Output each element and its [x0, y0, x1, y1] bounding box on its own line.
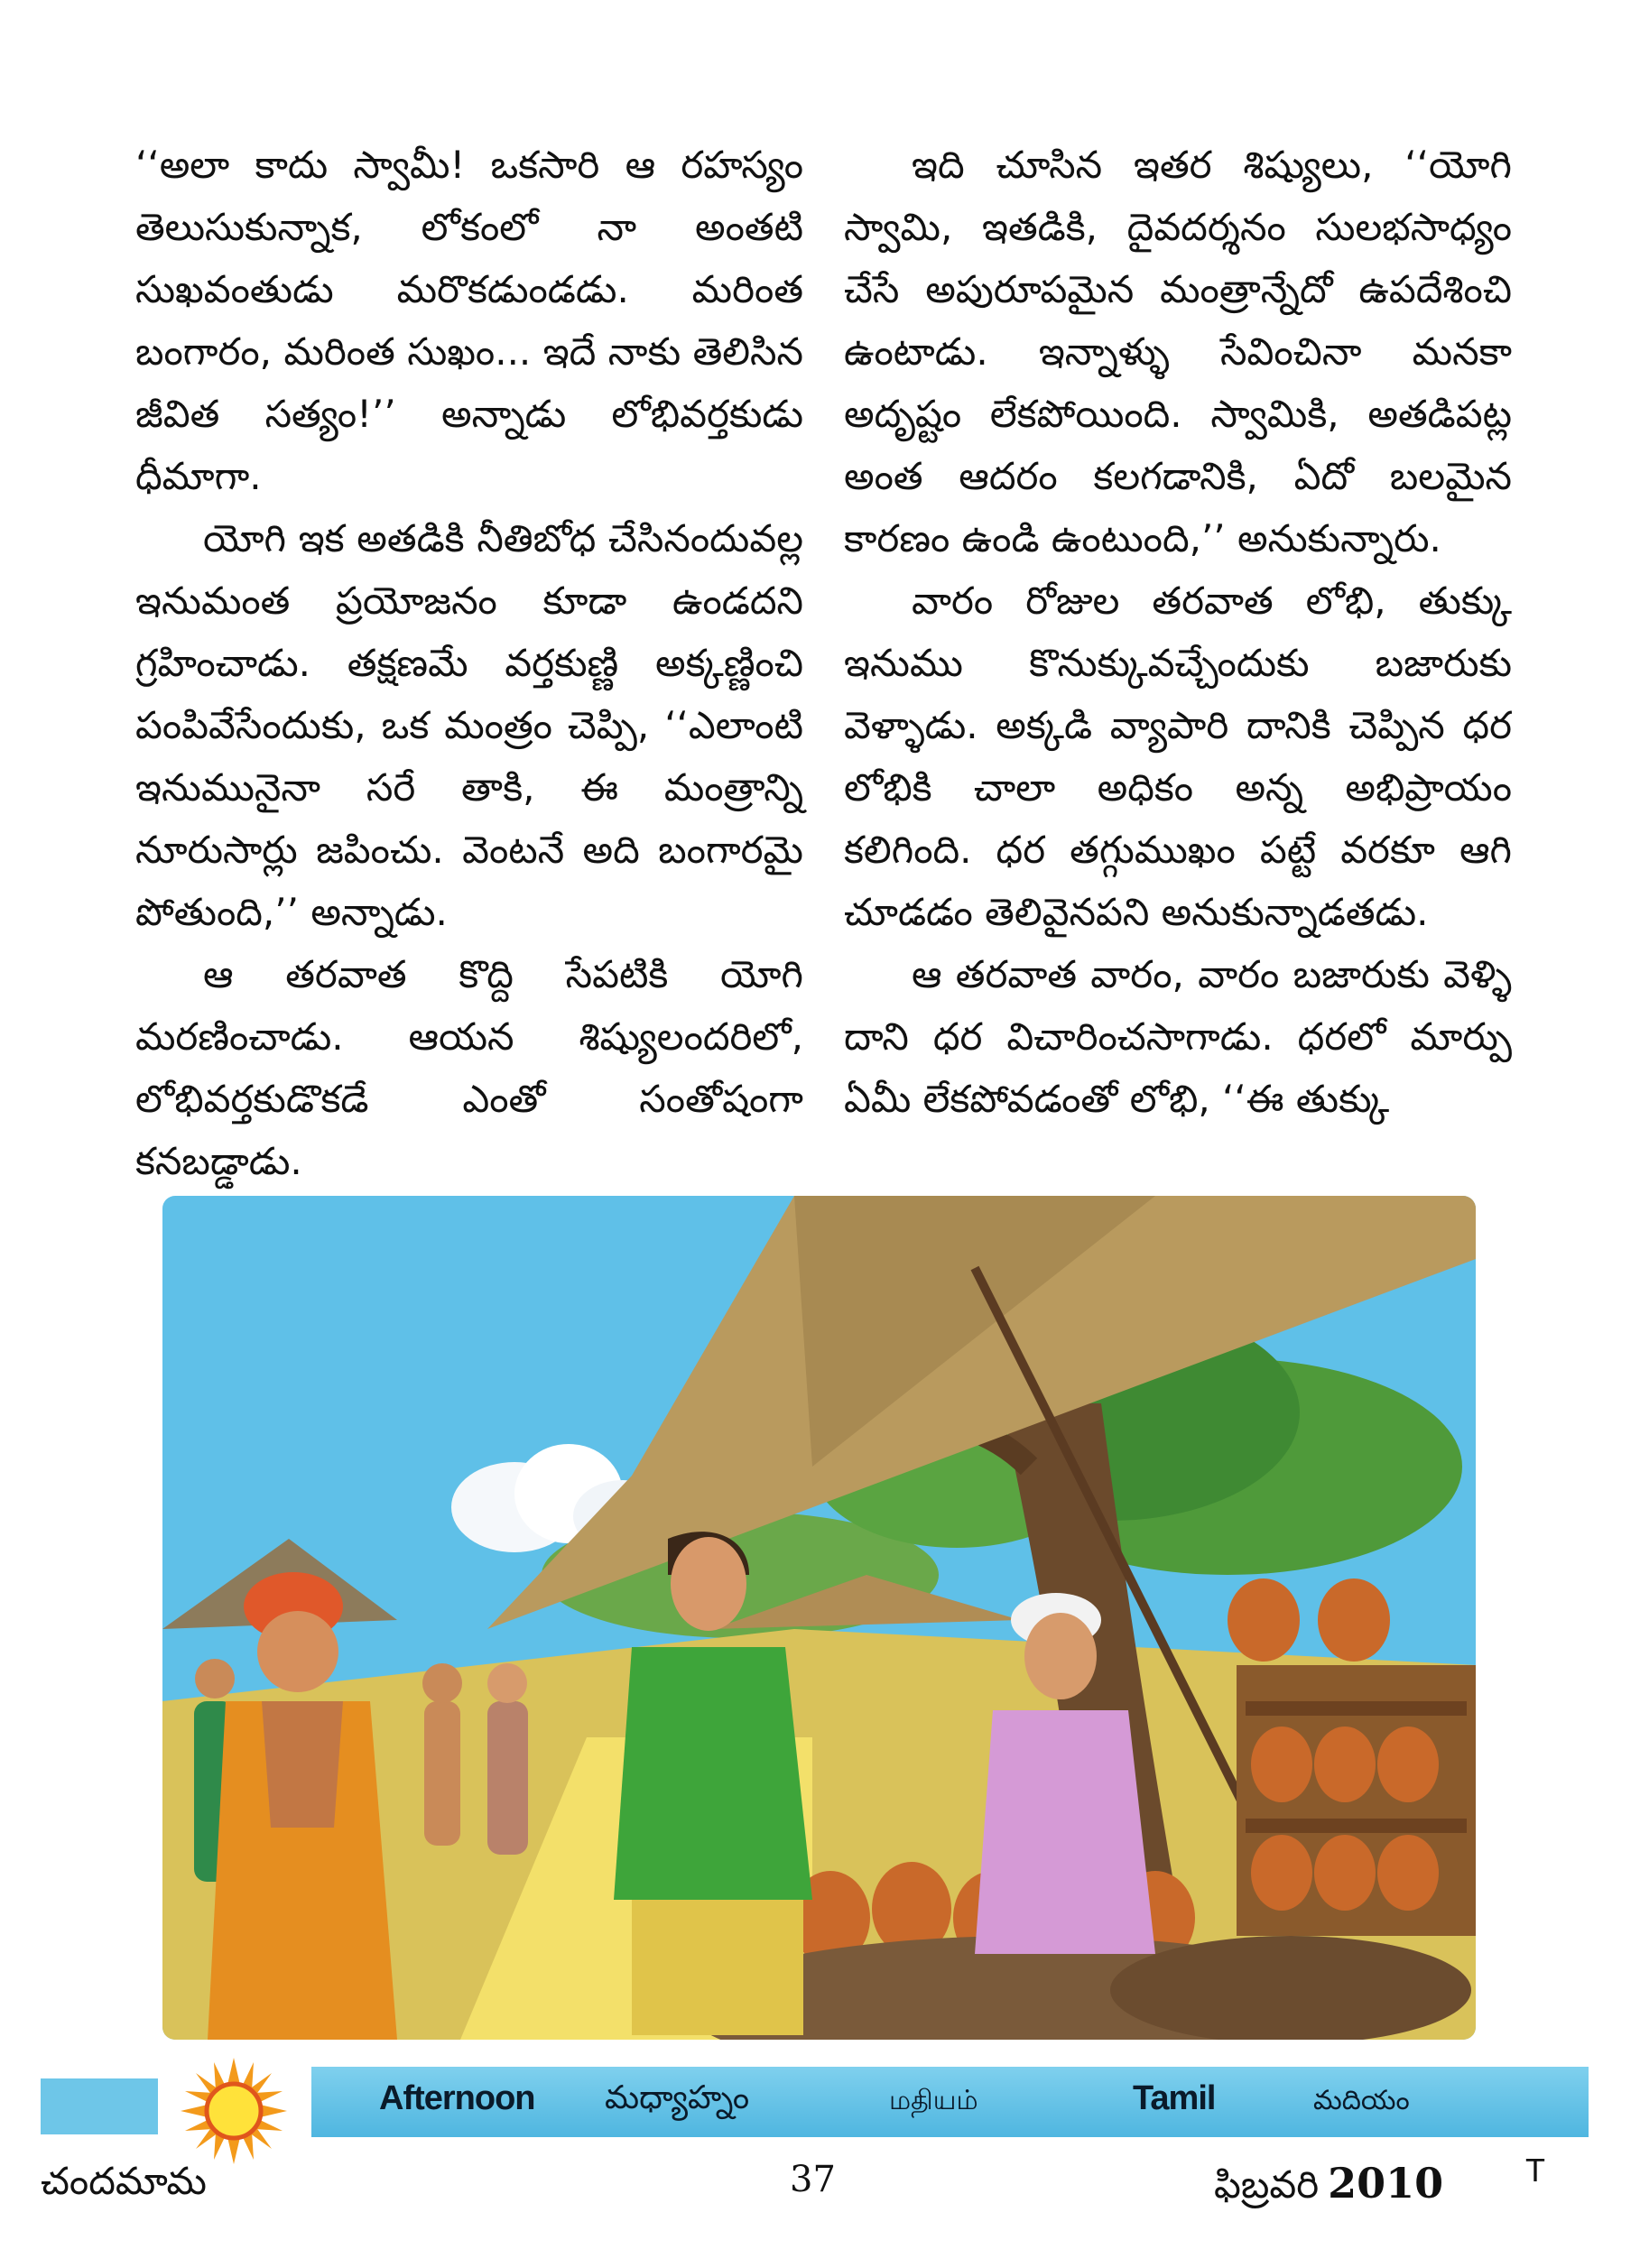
band-tamil-transliteration: మదియం — [1313, 2085, 1410, 2116]
band-english-word: Afternoon — [379, 2079, 535, 2117]
paragraph: ‘‘అలా కాదు స్వామీ! ఒకసారి ఆ రహస్యం తెలుసుకున్నాక, లోకంలో నా అంతటి సుఖవంతుడు మరొకడుండడు. మరింత బంగారం, మరింత సుఖం... ఇదే నాకు తెలిసిన జీవిత సత్యం!’’ అన్నాడు లోభివర్తకుడు ధీమాగా. — [135, 143, 803, 498]
band-telugu-word: మధ్యాహ్నం — [605, 2079, 750, 2116]
band-left-segment — [41, 2078, 158, 2134]
band-tamil-word: மதியம் — [889, 2085, 978, 2116]
edition-letter: T — [1525, 2152, 1545, 2189]
paragraph: ఆ తరవాత వారం, వారం బజారుకు వెళ్ళి దాని ధర విచారించసాగాడు. ధరలో మార్పు ఏమీ లేకపోవడంతో లోభి, ‘‘ఈ తుక్కు — [844, 952, 1512, 1121]
band-language-label: Tamil — [1133, 2079, 1216, 2117]
market-scene-illustration — [162, 1196, 1476, 2040]
paragraph: ఆ తరవాత కొద్ది సేపటికి యోగి మరణించాడు. ఆయన శిష్యులందరిలో, లోభివర్తకుడొకడే ఎంతో సంతోషంగా కనబడ్డాడు. — [135, 952, 803, 1183]
paragraph: వారం రోజుల తరవాత లోభి, తుక్కు ఇనుము కొనుక్కువచ్చేందుకు బజారుకు వెళ్ళాడు. అక్కడి వ్యాపారి దానికి చెప్పిన ధర లోభికి చాలా అధికం అన్న అభిప్రాయం కలిగింది. ధర తగ్గుముఖం పట్టే వరకూ ఆగి చూడడం తెలివైనపని అనుకున్నాడతడు. — [844, 579, 1512, 934]
paragraph: ఇది చూసిన ఇతర శిష్యులు, ‘‘యోగి స్వామి, ఇతడికి, దైవదర్శనం సులభసాధ్యం చేసే అపురూపమైన మంత్రాన్నేదో ఉపదేశించి ఉంటాడు. ఇన్నాళ్ళు సేవించినా మనకా అదృష్టం లేకపోయింది. స్వామికి, అతడిపట్ల అంత ఆదరం కలగడానికి, ఏదో బలమైన కారణం ఉండి ఉంటుంది,’’ అనుకున్నారు. — [844, 143, 1512, 560]
issue-date — [1214, 2159, 1443, 2217]
paragraph: యోగి ఇక అతడికి నీతిబోధ చేసినందువల్ల ఇనుమంత ప్రయోజనం కూడా ఉండదని గ్రహించాడు. తక్షణమే వర్తకుణ్ణి అక్కణ్ణించి పంపివేసేందుకు, ఒక మంత్రం చెప్పి, ‘‘ఎలాంటి ఇనుమునైనా సరే తాకి, ఈ మంత్రాన్ని నూరుసార్లు జపించు. వెంటనే అది బంగారమై పోతుంది,’’ అన్నాడు. — [135, 516, 803, 934]
magazine-name: చందమామ — [41, 2159, 207, 2203]
article-right-column — [844, 134, 1512, 1130]
issue-month: ఫిబ్రవరి — [1214, 2162, 1320, 2207]
issue-year: 2010 — [1328, 2159, 1444, 2208]
article-left-column — [135, 134, 803, 1192]
sun-logo-icon — [181, 2058, 287, 2164]
page-number: 37 — [790, 2159, 836, 2200]
